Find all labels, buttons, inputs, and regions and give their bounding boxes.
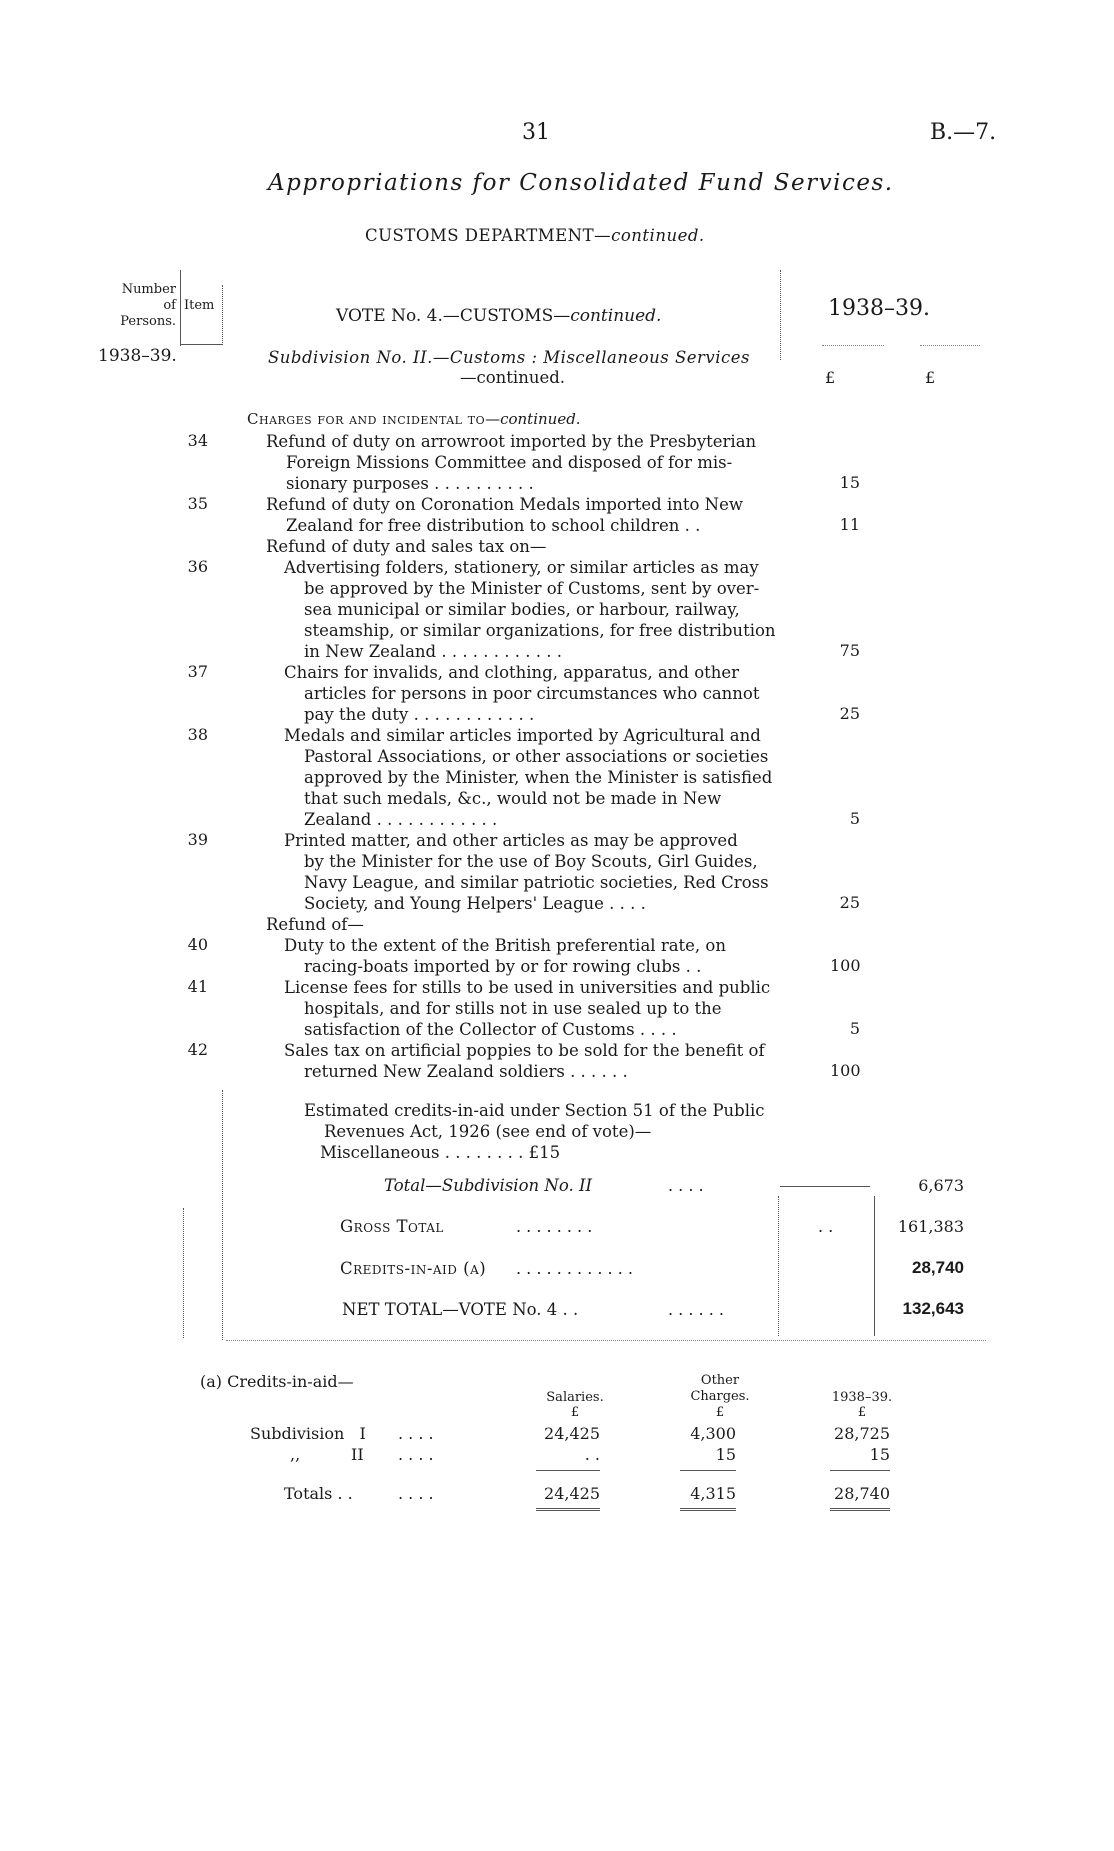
item-number: 38 bbox=[187, 725, 208, 744]
department-name: CUSTOMS DEPARTMENT bbox=[365, 226, 595, 245]
department-suffix: —continued. bbox=[594, 226, 705, 245]
footnote-row-label: Subdivision I bbox=[250, 1424, 366, 1443]
rule bbox=[536, 1470, 600, 1471]
footnote-salaries: . . bbox=[584, 1445, 600, 1464]
year-heading: 1938–39. bbox=[828, 296, 930, 321]
footnote-totals-label: Totals . . bbox=[284, 1484, 353, 1503]
item-description: License fees for stills to be used in universities and public hospitals, and for stills not in use sealed up to the satisfaction of the Collector of Customs . . . . bbox=[284, 978, 771, 1039]
item-number: 37 bbox=[187, 662, 208, 681]
pound-symbol: £ bbox=[715, 1405, 725, 1420]
net-total-label: NET TOTAL—VOTE No. 4 . . bbox=[342, 1300, 579, 1319]
column-divider bbox=[180, 270, 181, 346]
rule bbox=[830, 1470, 890, 1471]
column-divider bbox=[780, 270, 781, 360]
page-number: 31 bbox=[522, 120, 550, 145]
column-divider bbox=[874, 1196, 875, 1336]
item-description: Refund of duty on Coronation Medals imported into New Zealand for free distribution to school children . . bbox=[266, 495, 743, 535]
leader-dots: . . . . bbox=[398, 1445, 434, 1464]
item-amount: 100 bbox=[830, 956, 861, 975]
column-header-item: Item bbox=[184, 298, 215, 313]
item-number: 40 bbox=[187, 935, 208, 954]
item-number: 35 bbox=[187, 494, 208, 513]
item-number: 34 bbox=[187, 431, 208, 450]
item-number: 42 bbox=[187, 1040, 208, 1059]
leader-dots: . . . . bbox=[668, 1176, 704, 1195]
footnote-title: (a) Credits-in-aid— bbox=[200, 1372, 354, 1391]
vote-heading: VOTE No. 4.—CUSTOMS—continued. bbox=[336, 306, 662, 326]
credits-in-aid-label: Credits-in-aid (a) bbox=[340, 1259, 487, 1278]
leader-dots: . . . . . . bbox=[668, 1300, 724, 1319]
footnote-col-year: 1938–39. bbox=[831, 1390, 893, 1405]
column-divider bbox=[778, 1196, 779, 1336]
leader-dots: . . . . . . . . . . . . bbox=[516, 1259, 633, 1278]
subdivision-heading: Subdivision No. II.—Customs : Miscellaneous Services bbox=[268, 348, 751, 367]
item-amount: 25 bbox=[839, 704, 860, 723]
item-description: Medals and similar articles imported by Agricultural and Pastoral Associations, or other associations or societies approved by the Minister, when the Minister is satisfied that such medals, &c., would not be made in New Zealand . . . . . . . . . . . . bbox=[284, 726, 773, 829]
footnote-col-salaries: Salaries. bbox=[546, 1390, 604, 1405]
column-divider bbox=[222, 285, 223, 345]
persons-year: 1938–39. bbox=[98, 346, 177, 366]
item-amount: 100 bbox=[830, 1061, 861, 1080]
item-amount: 5 bbox=[849, 1019, 860, 1038]
page-title: Appropriations for Consolidated Fund Services. bbox=[268, 170, 894, 196]
rule bbox=[180, 344, 222, 345]
rule bbox=[920, 345, 980, 346]
item-amount: 11 bbox=[839, 515, 860, 534]
item-description: Sales tax on artificial poppies to be sold for the benefit of returned New Zealand soldiers . . . . . . bbox=[284, 1041, 765, 1081]
footnote-totals-other: 4,315 bbox=[690, 1484, 736, 1503]
department-heading bbox=[365, 226, 705, 245]
footnote-total: 28,725 bbox=[834, 1424, 890, 1443]
rule bbox=[780, 1186, 870, 1187]
footnote-totals-total: 28,740 bbox=[834, 1484, 890, 1503]
footnote-other: 15 bbox=[715, 1445, 736, 1464]
item-description: Printed matter, and other articles as may be approved by the Minister for the use of Boy Scouts, Girl Guides, Navy League, and similar patriotic societies, Red Cross Society, and Young Helpers' League . . . . bbox=[284, 831, 769, 913]
rule bbox=[830, 1508, 890, 1511]
item-amount: 5 bbox=[849, 809, 860, 828]
footnote-salaries: 24,425 bbox=[544, 1424, 600, 1443]
group-heading: Refund of— bbox=[266, 915, 364, 934]
credits-in-aid-value: 28,740 bbox=[912, 1258, 964, 1277]
pound-symbol: £ bbox=[925, 368, 936, 387]
subdivision-heading-cont: —continued. bbox=[460, 368, 566, 387]
rule bbox=[226, 1340, 986, 1341]
item-amount: 25 bbox=[839, 893, 860, 912]
column-divider bbox=[222, 1090, 223, 1340]
footnote-total: 15 bbox=[869, 1445, 890, 1464]
rule bbox=[822, 345, 884, 346]
leader-dots: . . . . bbox=[398, 1424, 434, 1443]
column-header-persons: Number of Persons. bbox=[120, 282, 176, 329]
pound-symbol: £ bbox=[570, 1405, 580, 1420]
item-number: 39 bbox=[187, 830, 208, 849]
footnote-col-other-2: Charges. bbox=[690, 1389, 750, 1404]
leader-dots: . . . . bbox=[398, 1484, 434, 1503]
item-description: Chairs for invalids, and clothing, apparatus, and other articles for persons in poor circumstances who cannot pay the duty . . . . . . . . . . . . bbox=[284, 663, 760, 724]
item-number: 41 bbox=[187, 977, 208, 996]
leader-dots: . . bbox=[818, 1217, 834, 1236]
document-reference: B.—7. bbox=[930, 120, 997, 145]
item-description: Duty to the extent of the British preferential rate, on racing-boats imported by or for rowing clubs . . bbox=[284, 936, 726, 976]
item-number: 36 bbox=[187, 557, 208, 576]
column-divider bbox=[183, 1208, 184, 1338]
gross-total-label: Gross Total bbox=[340, 1217, 444, 1236]
item-description: Refund of duty on arrowroot imported by the Presbyterian Foreign Missions Committee and disposed of for mis- sionary purposes . . . . . . . . . . bbox=[266, 432, 757, 493]
rule bbox=[680, 1508, 736, 1511]
item-amount: 15 bbox=[839, 473, 860, 492]
rule bbox=[680, 1470, 736, 1471]
section-heading: Charges for and incidental to—continued. bbox=[247, 410, 581, 428]
group-heading: Refund of duty and sales tax on— bbox=[266, 537, 547, 556]
footnote-other: 4,300 bbox=[690, 1424, 736, 1443]
gross-total-value: 161,383 bbox=[897, 1217, 964, 1236]
pound-symbol: £ bbox=[857, 1405, 867, 1420]
footnote-row-label: ,, II bbox=[290, 1445, 364, 1464]
item-description: Advertising folders, stationery, or similar articles as may be approved by the Minister of Customs, sent by over- sea municipal or similar bodies, or harbour, railway, steamship, or similar organizations, for free distribution in New Zealand . . . . . . . . . . . . bbox=[284, 558, 776, 661]
credits-in-aid-note: Estimated credits-in-aid under Section 51 of the Public Revenues Act, 1926 (see end of vote)— Miscellaneous . . . . . . . . £15 bbox=[304, 1101, 765, 1162]
net-total-value: 132,643 bbox=[902, 1299, 964, 1318]
pound-symbol: £ bbox=[825, 368, 836, 387]
leader-dots: . . . . . . . . bbox=[516, 1217, 593, 1236]
footnote-col-other: Other bbox=[700, 1373, 740, 1388]
footnote-totals-salaries: 24,425 bbox=[544, 1484, 600, 1503]
subdivision-total-label: Total—Subdivision No. II bbox=[384, 1176, 592, 1195]
item-amount: 75 bbox=[839, 641, 860, 660]
rule bbox=[536, 1508, 600, 1511]
subdivision-total-value: 6,673 bbox=[918, 1176, 964, 1195]
